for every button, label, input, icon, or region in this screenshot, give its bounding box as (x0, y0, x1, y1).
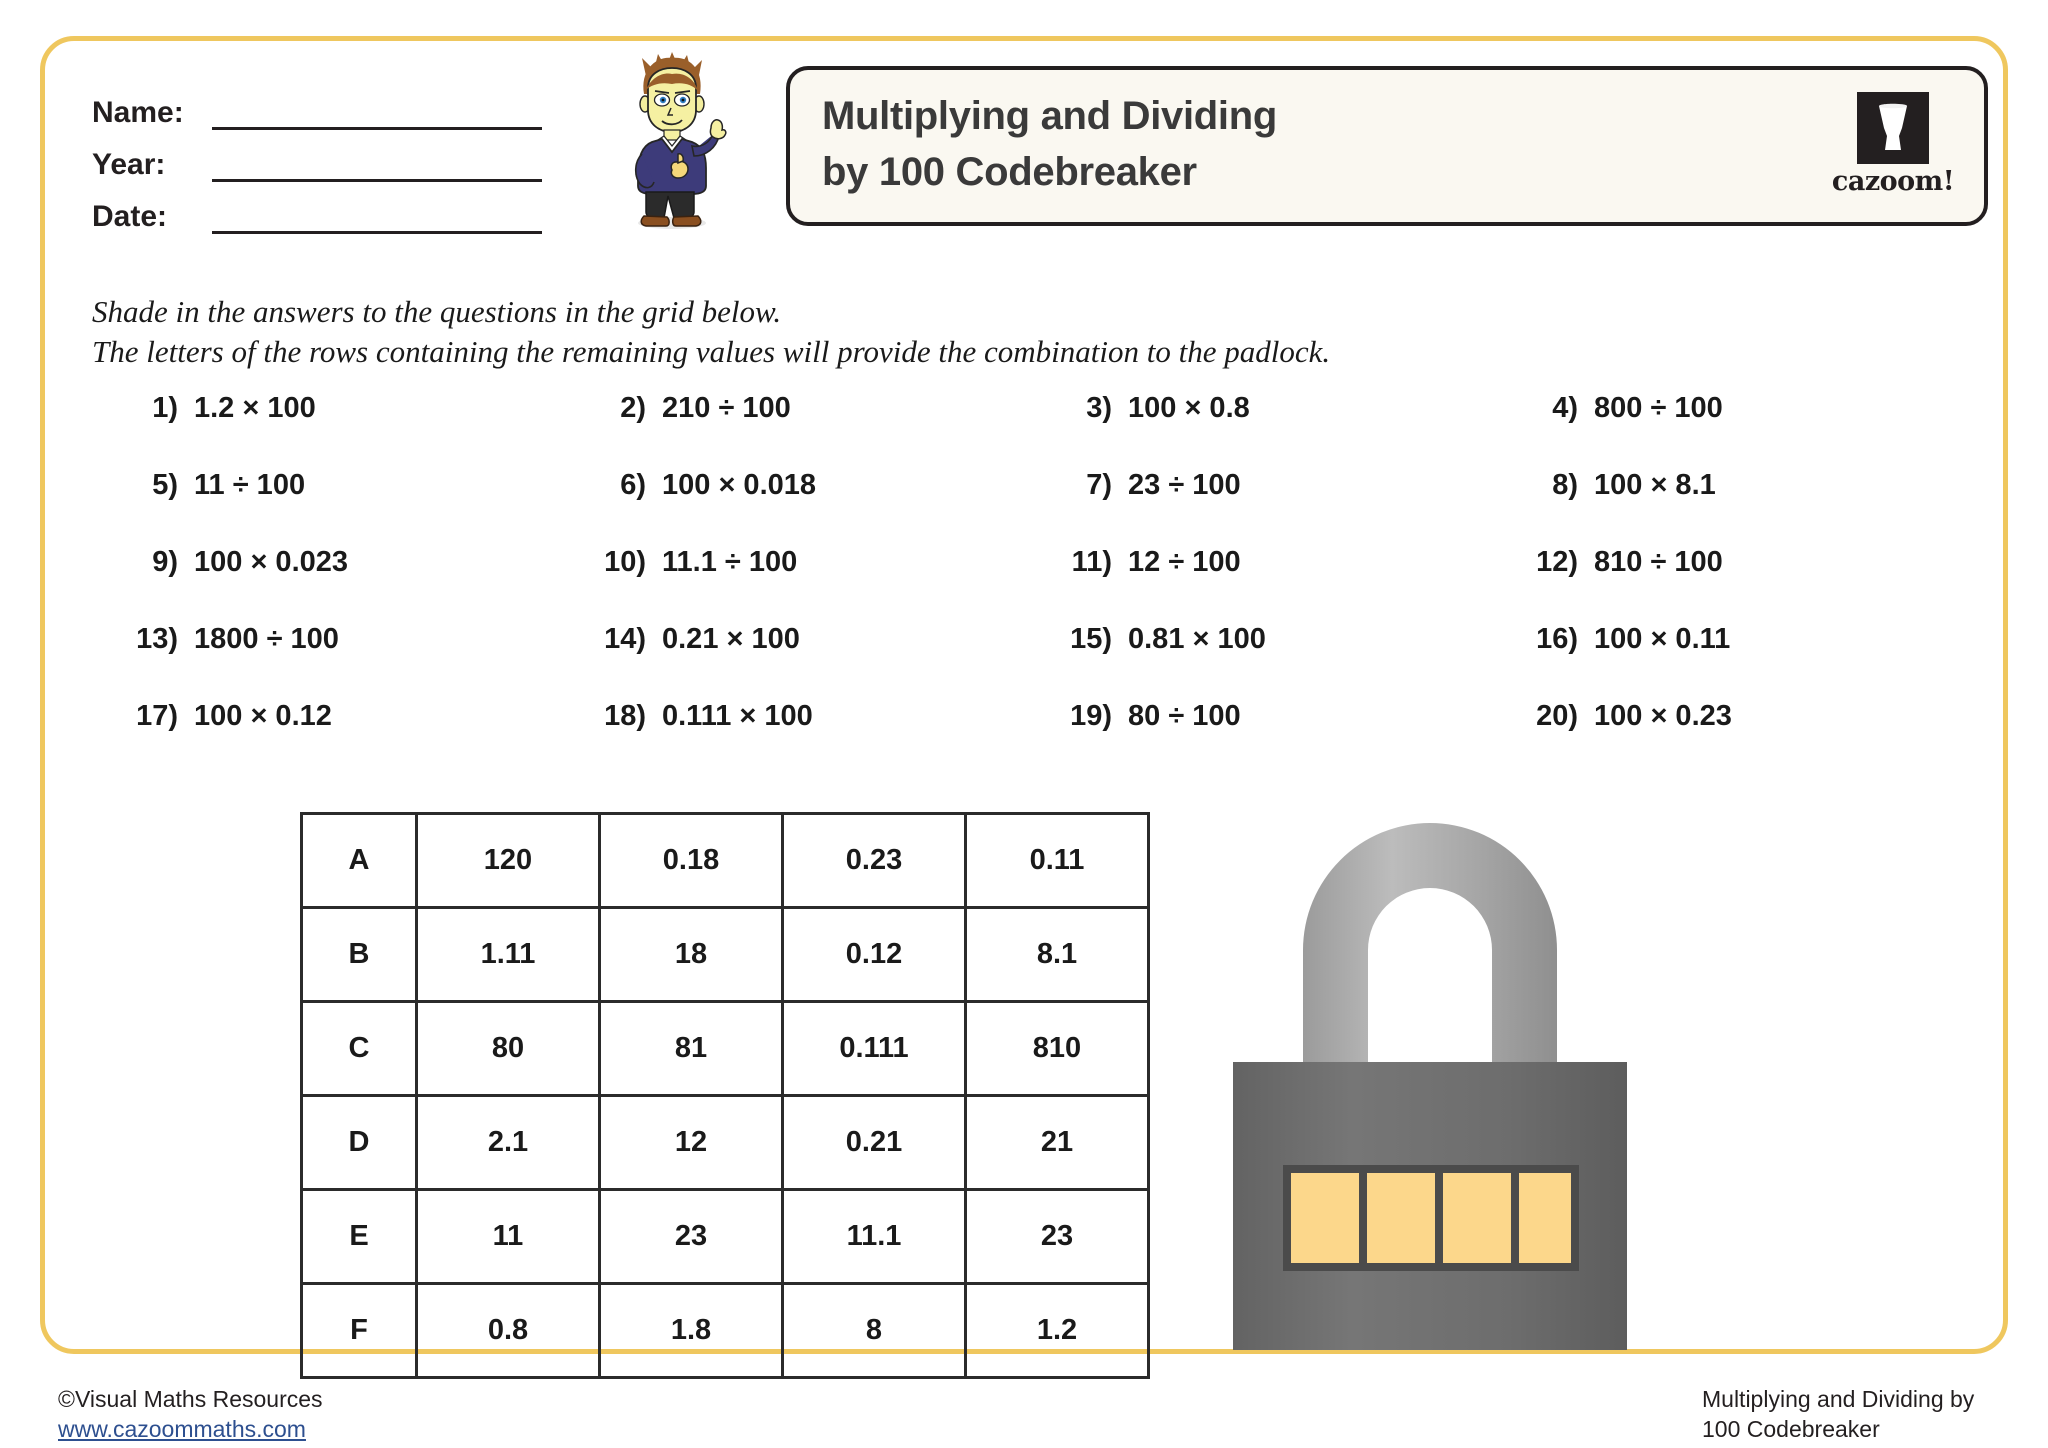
question-item[interactable] (1054, 392, 1520, 469)
question-item[interactable] (120, 700, 588, 777)
footer-title-line1: Multiplying and Dividing by (1702, 1386, 1975, 1412)
instruction-line-1: Shade in the answers to the questions in the grid below. (92, 294, 782, 329)
question-expression: 100 × 0.12 (194, 700, 332, 732)
footer-left (58, 1384, 323, 1444)
question-item[interactable] (588, 700, 1054, 777)
year-label: Year: (92, 148, 166, 181)
question-number: 19) (1070, 700, 1112, 732)
questions-list (120, 392, 1910, 777)
table-row (302, 1096, 1149, 1190)
question-number: 1) (152, 392, 178, 424)
table-row (302, 908, 1149, 1002)
question-number: 11) (1071, 546, 1112, 578)
worksheet-header (0, 0, 2048, 250)
question-expression: 100 × 0.23 (1594, 700, 1732, 732)
page-title-line1: Multiplying and Dividing (822, 94, 1277, 138)
question-number: 7) (1086, 469, 1112, 501)
question-row (120, 546, 1910, 623)
question-row (120, 469, 1910, 546)
page-title (822, 88, 1722, 200)
grid-cell[interactable]: 0.21 (783, 1096, 966, 1190)
date-input-line[interactable] (212, 201, 542, 234)
grid-cell[interactable]: 11 (417, 1190, 600, 1284)
question-number: 6) (620, 469, 646, 501)
question-expression: 100 × 0.11 (1594, 623, 1731, 655)
grid-cell[interactable]: 120 (417, 814, 600, 908)
worksheet-title-box (786, 66, 1988, 226)
question-expression: 80 ÷ 100 (1128, 700, 1241, 732)
table-row (302, 1284, 1149, 1378)
year-input-line[interactable] (212, 149, 542, 182)
question-item[interactable] (1054, 546, 1520, 623)
question-item[interactable] (120, 469, 588, 546)
question-expression: 800 ÷ 100 (1594, 392, 1723, 424)
table-row (302, 1190, 1149, 1284)
grid-cell[interactable]: 1.8 (600, 1284, 783, 1378)
grid-cell[interactable]: 23 (600, 1190, 783, 1284)
question-expression: 11 ÷ 100 (194, 469, 306, 501)
question-row (120, 700, 1910, 777)
question-item[interactable] (1520, 546, 1900, 623)
grid-cell[interactable]: 18 (600, 908, 783, 1002)
question-item[interactable] (120, 392, 588, 469)
grid-cell[interactable]: 0.18 (600, 814, 783, 908)
copyright-text: ©Visual Maths Resources (58, 1386, 323, 1412)
row-letter: F (302, 1284, 417, 1378)
grid-cell[interactable]: 0.23 (783, 814, 966, 908)
question-expression: 100 × 0.8 (1128, 392, 1250, 424)
question-number: 9) (152, 546, 178, 578)
question-number: 18) (604, 700, 646, 732)
question-row (120, 392, 1910, 469)
question-item[interactable] (588, 623, 1054, 700)
question-expression: 12 ÷ 100 (1128, 546, 1241, 578)
student-info-fields (92, 78, 542, 234)
grid-cell[interactable]: 810 (966, 1002, 1149, 1096)
padlock-icon (1225, 810, 1715, 1355)
website-link[interactable]: www.cazoommaths.com (58, 1416, 306, 1442)
grid-cell[interactable]: 11.1 (783, 1190, 966, 1284)
name-field-row (92, 78, 542, 130)
instructions (92, 292, 1792, 372)
grid-cell[interactable]: 8.1 (966, 908, 1149, 1002)
question-expression: 23 ÷ 100 (1128, 469, 1241, 501)
question-expression: 11.1 ÷ 100 (662, 546, 798, 578)
grid-cell[interactable]: 1.2 (966, 1284, 1149, 1378)
question-number: 15) (1070, 623, 1112, 655)
year-field-row (92, 130, 542, 182)
row-letter: D (302, 1096, 417, 1190)
question-item[interactable] (1054, 700, 1520, 777)
question-expression: 1.2 × 100 (194, 392, 316, 424)
row-letter: E (302, 1190, 417, 1284)
grid-cell[interactable]: 12 (600, 1096, 783, 1190)
question-number: 8) (1552, 469, 1578, 501)
question-number: 4) (1552, 392, 1578, 424)
grid-cell[interactable]: 23 (966, 1190, 1149, 1284)
question-expression: 100 × 0.018 (662, 469, 817, 501)
question-number: 14) (604, 623, 646, 655)
question-number: 17) (136, 700, 178, 732)
grid-cell[interactable]: 0.12 (783, 908, 966, 1002)
question-number: 5) (152, 469, 178, 501)
date-label: Date: (92, 200, 168, 233)
grid-cell[interactable]: 80 (417, 1002, 600, 1096)
question-item[interactable] (1054, 623, 1520, 700)
table-row (302, 814, 1149, 908)
question-item[interactable] (1520, 700, 1900, 777)
name-input-line[interactable] (212, 97, 542, 130)
row-letter: B (302, 908, 417, 1002)
cazoom-logo (1828, 92, 1958, 204)
question-row (120, 623, 1910, 700)
question-item[interactable] (1520, 392, 1900, 469)
question-item[interactable] (588, 546, 1054, 623)
name-label: Name: (92, 96, 184, 129)
question-expression: 0.111 × 100 (662, 700, 813, 732)
question-item[interactable] (588, 392, 1054, 469)
row-letter: C (302, 1002, 417, 1096)
grid-cell[interactable]: 0.11 (966, 814, 1149, 908)
question-number: 3) (1086, 392, 1112, 424)
question-expression: 100 × 8.1 (1594, 469, 1716, 501)
grid-cell[interactable]: 0.111 (783, 1002, 966, 1096)
question-number: 2) (620, 392, 646, 424)
question-expression: 810 ÷ 100 (1594, 546, 1723, 578)
grid-cell[interactable]: 81 (600, 1002, 783, 1096)
row-letter: A (302, 814, 417, 908)
question-item[interactable] (120, 623, 588, 700)
grid-cell[interactable]: 8 (783, 1284, 966, 1378)
boy-pointing-icon (612, 50, 732, 230)
footer-right (1702, 1384, 1992, 1444)
footer-title-line2: 100 Codebreaker (1702, 1416, 1880, 1442)
question-number: 16) (1536, 623, 1578, 655)
grid-cell[interactable]: 21 (966, 1096, 1149, 1190)
page-title-line2: by 100 Codebreaker (822, 150, 1197, 194)
question-item[interactable] (1520, 469, 1900, 546)
instruction-line-2: The letters of the rows containing the remaining values will provide the combination to the padlock. (92, 334, 1331, 369)
date-field-row (92, 182, 542, 234)
table-row (302, 1002, 1149, 1096)
question-number: 20) (1536, 700, 1578, 732)
question-expression: 210 ÷ 100 (662, 392, 791, 424)
question-expression: 1800 ÷ 100 (194, 623, 339, 655)
question-expression: 0.21 × 100 (662, 623, 800, 655)
question-number: 10) (604, 546, 646, 578)
question-number: 13) (136, 623, 178, 655)
question-number: 12) (1536, 546, 1578, 578)
cazoom-logo-text: cazoom! (1831, 166, 1955, 197)
drum-icon (1857, 92, 1929, 164)
question-expression: 100 × 0.023 (194, 546, 349, 578)
answer-grid (300, 812, 1150, 1379)
question-expression: 0.81 × 100 (1128, 623, 1266, 655)
question-item[interactable] (120, 546, 588, 623)
question-item[interactable] (588, 469, 1054, 546)
grid-cell[interactable]: 0.8 (417, 1284, 600, 1378)
question-item[interactable] (1054, 469, 1520, 546)
grid-cell[interactable]: 2.1 (417, 1096, 600, 1190)
grid-cell[interactable]: 1.11 (417, 908, 600, 1002)
question-item[interactable] (1520, 623, 1900, 700)
